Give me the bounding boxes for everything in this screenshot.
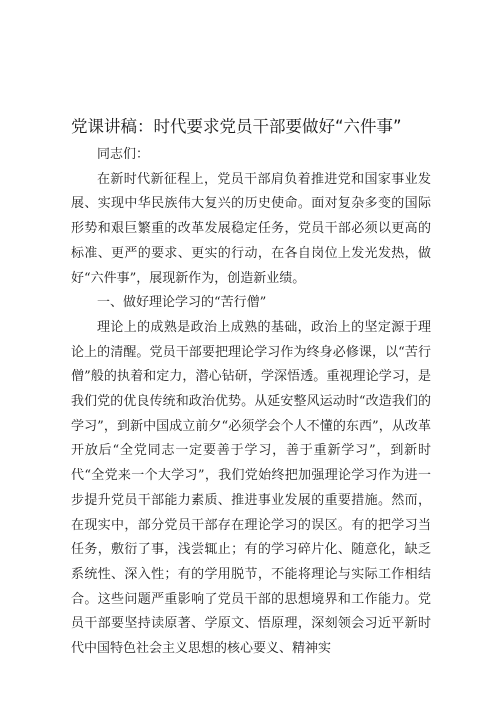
document-body <box>71 143 431 662</box>
paragraph-theory-study: 理论上的成熟是政治上成熟的基础，政治上的坚定源于理论上的清醒。党员干部要把理论学习作为终身必修课，以“苦行僧”般的执着和定力，潜心钻研，学深悟透。重视理论学习，是我们党的优良传统和政治优势。从延安整风运动时“改造我们的学习”，到新中国成立前夕“必须学会个人不懂的东西”，从改革开放后“全党同志一定要善于学习，善于重新学习”，到新时代“全党来一个大学习”，我们党始终把加强理论学习作为进一步提升党员干部能力素质、推进事业发展的重要措施。然而，在现实中，部分党员干部存在理论学习的误区。有的把学习当任务，敷衍了事，浅尝辄止；有的学习碎片化、随意化，缺乏系统性、深入性；有的学用脱节，不能将理论与实际工作相结合。这些问题严重影响了党员干部的思想境界和工作能力。党员干部要坚持读原著、学原文、悟原理，深刻领会习近平新时代中国特色社会主义思想的核心要义、精神实 <box>71 319 431 657</box>
section-heading-1: 一、做好理论学习的“苦行僧” <box>97 295 267 311</box>
document-title: 党课讲稿：时代要求党员干部要做好“六件事” <box>71 117 402 136</box>
paragraph-intro: 在新时代新征程上，党员干部肩负着推进党和国家事业发展、实现中华民族伟大复兴的历史使命。面对复杂多变的国际形势和艰巨繁重的改革发展稳定任务，党员干部必须以更高的标准、更严的要求、更实的行动，在各自岗位上发光发热，做好“六件事”，展现新作为，创造新业绩。 <box>71 171 431 286</box>
salutation: 同志们： <box>97 147 150 162</box>
